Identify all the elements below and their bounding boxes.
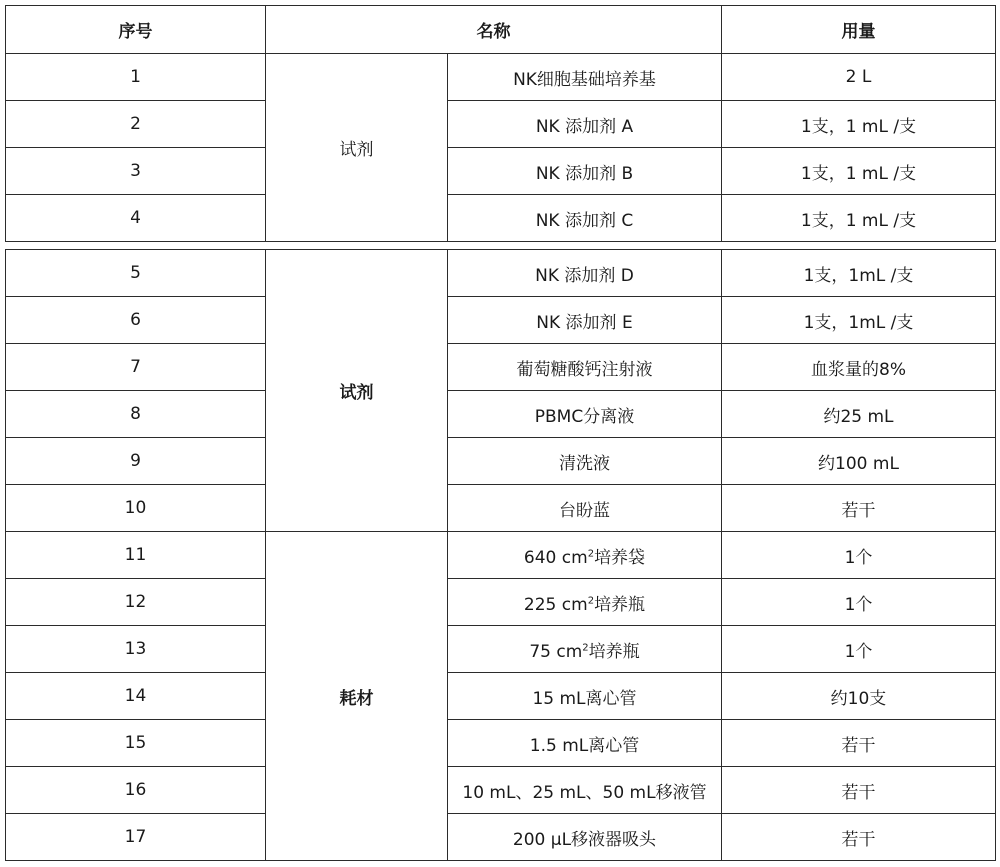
header-amount: 用量	[722, 6, 996, 54]
item-name-superscript: 2	[587, 547, 595, 559]
item-name-prefix: 640 cm	[523, 547, 588, 568]
item-amount: 1个	[722, 579, 996, 626]
row-number: 8	[6, 391, 266, 438]
row-number: 14	[6, 673, 266, 720]
item-name-suffix: 培养袋	[594, 547, 646, 568]
item-amount: 若干	[722, 767, 996, 814]
row-number: 15	[6, 720, 266, 767]
item-name: 葡萄糖酸钙注射液	[448, 344, 722, 391]
item-name: 10 mL、25 mL、50 mL移液管	[448, 767, 722, 814]
table-row	[6, 195, 996, 242]
item-name-superscript: 2	[582, 641, 589, 653]
item-amount: 血浆量的8%	[722, 344, 996, 391]
row-number: 10	[6, 485, 266, 532]
item-name: 15 mL离心管	[448, 673, 722, 720]
item-amount: 约10支	[722, 673, 996, 720]
item-name: 台盼蓝	[448, 485, 722, 532]
item-name: 1.5 mL离心管	[448, 720, 722, 767]
table-row	[6, 485, 996, 532]
item-amount: 约25 mL	[722, 391, 996, 438]
item-name: NK 添加剂 C	[448, 195, 722, 242]
table-row	[6, 438, 996, 485]
item-name-prefix: 75 cm	[529, 641, 583, 662]
table-header-row	[6, 6, 996, 54]
category-cell-reagent: 试剂	[266, 250, 448, 532]
table-row	[6, 250, 996, 297]
table-row	[6, 626, 996, 673]
category-cell-consumables: 耗材	[266, 532, 448, 861]
materials-table-part-2	[5, 249, 996, 861]
table-row	[6, 579, 996, 626]
item-name: NK 添加剂 B	[448, 148, 722, 195]
item-name	[448, 626, 722, 673]
row-number: 3	[6, 148, 266, 195]
item-amount: 1支，1mL /支	[722, 297, 996, 344]
item-name-suffix: 培养瓶	[588, 641, 640, 662]
category-cell-reagent: 试剂	[266, 54, 448, 242]
materials-table-part-1	[5, 5, 996, 242]
row-number: 16	[6, 767, 266, 814]
table-row	[6, 532, 996, 579]
table-row	[6, 720, 996, 767]
item-amount: 若干	[722, 485, 996, 532]
item-name: PBMC分离液	[448, 391, 722, 438]
row-number: 4	[6, 195, 266, 242]
item-name	[448, 532, 722, 579]
row-number: 17	[6, 814, 266, 861]
header-name: 名称	[266, 6, 722, 54]
item-amount: 1支，1 mL /支	[722, 195, 996, 242]
item-name: 200 µL移液器吸头	[448, 814, 722, 861]
item-name: NK 添加剂 E	[448, 297, 722, 344]
table-row	[6, 101, 996, 148]
table-row	[6, 814, 996, 861]
row-number: 12	[6, 579, 266, 626]
item-amount: 1个	[722, 532, 996, 579]
item-amount: 1支，1mL /支	[722, 250, 996, 297]
item-name-suffix: 培养瓶	[594, 594, 646, 615]
table-row	[6, 344, 996, 391]
item-name	[448, 579, 722, 626]
row-number: 7	[6, 344, 266, 391]
item-amount: 2 L	[722, 54, 996, 101]
row-number: 5	[6, 250, 266, 297]
row-number: 6	[6, 297, 266, 344]
item-amount: 1支，1 mL /支	[722, 148, 996, 195]
item-name: NK 添加剂 D	[448, 250, 722, 297]
table-row	[6, 297, 996, 344]
item-amount: 1支，1 mL /支	[722, 101, 996, 148]
table-row	[6, 391, 996, 438]
row-number: 2	[6, 101, 266, 148]
item-name: NK细胞基础培养基	[448, 54, 722, 101]
item-name: 清洗液	[448, 438, 722, 485]
table-row	[6, 767, 996, 814]
item-name-prefix: 225 cm	[523, 594, 588, 615]
row-number: 1	[6, 54, 266, 101]
row-number: 9	[6, 438, 266, 485]
item-name-superscript: 2	[587, 594, 595, 606]
item-amount: 约100 mL	[722, 438, 996, 485]
header-serial-number: 序号	[6, 6, 266, 54]
table-row	[6, 54, 996, 101]
item-amount: 若干	[722, 814, 996, 861]
item-name: NK 添加剂 A	[448, 101, 722, 148]
item-amount: 1个	[722, 626, 996, 673]
row-number: 13	[6, 626, 266, 673]
row-number: 11	[6, 532, 266, 579]
item-amount: 若干	[722, 720, 996, 767]
table-row	[6, 148, 996, 195]
table-row	[6, 673, 996, 720]
